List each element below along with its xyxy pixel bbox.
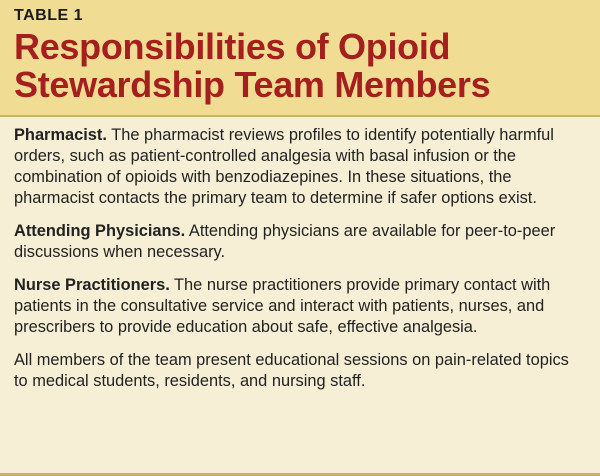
table-label: TABLE 1 [14,7,83,24]
entry-term: Attending Physicians. [14,222,186,240]
entry-term: Nurse Practitioners. [14,276,170,294]
entry-attending-physicians [14,221,586,263]
entry-nurse-practitioners [14,275,586,338]
table-content [0,117,600,392]
table-title-line-2: Stewardship Team Members [14,64,491,105]
entry-text: The pharmacist reviews profiles to identify potentially harmful orders, such as patient-controlled analgesia with basal infusion or the combination of opioids with benzodiazepines. In these situations, the pharmacist contacts the primary team to determine if safer options exist. [14,126,554,207]
table-title [14,28,586,104]
entry-term: Pharmacist. [14,126,107,144]
entry-pharmacist [14,125,586,209]
entry-text: The nurse practitioners provide primary contact with patients in the consultative service and interact with patients, nurses, and prescribers to provide education about safe, effective analgesia. [14,276,551,336]
closing-note: All members of the team present educational sessions on pain-related topics to medical students, residents, and nursing staff. [14,351,569,390]
table-title-line-1: Responsibilities of Opioid [14,26,451,67]
entry-text: Attending physicians are available for peer-to-peer discussions when necessary. [14,222,556,261]
table-header [0,0,600,117]
